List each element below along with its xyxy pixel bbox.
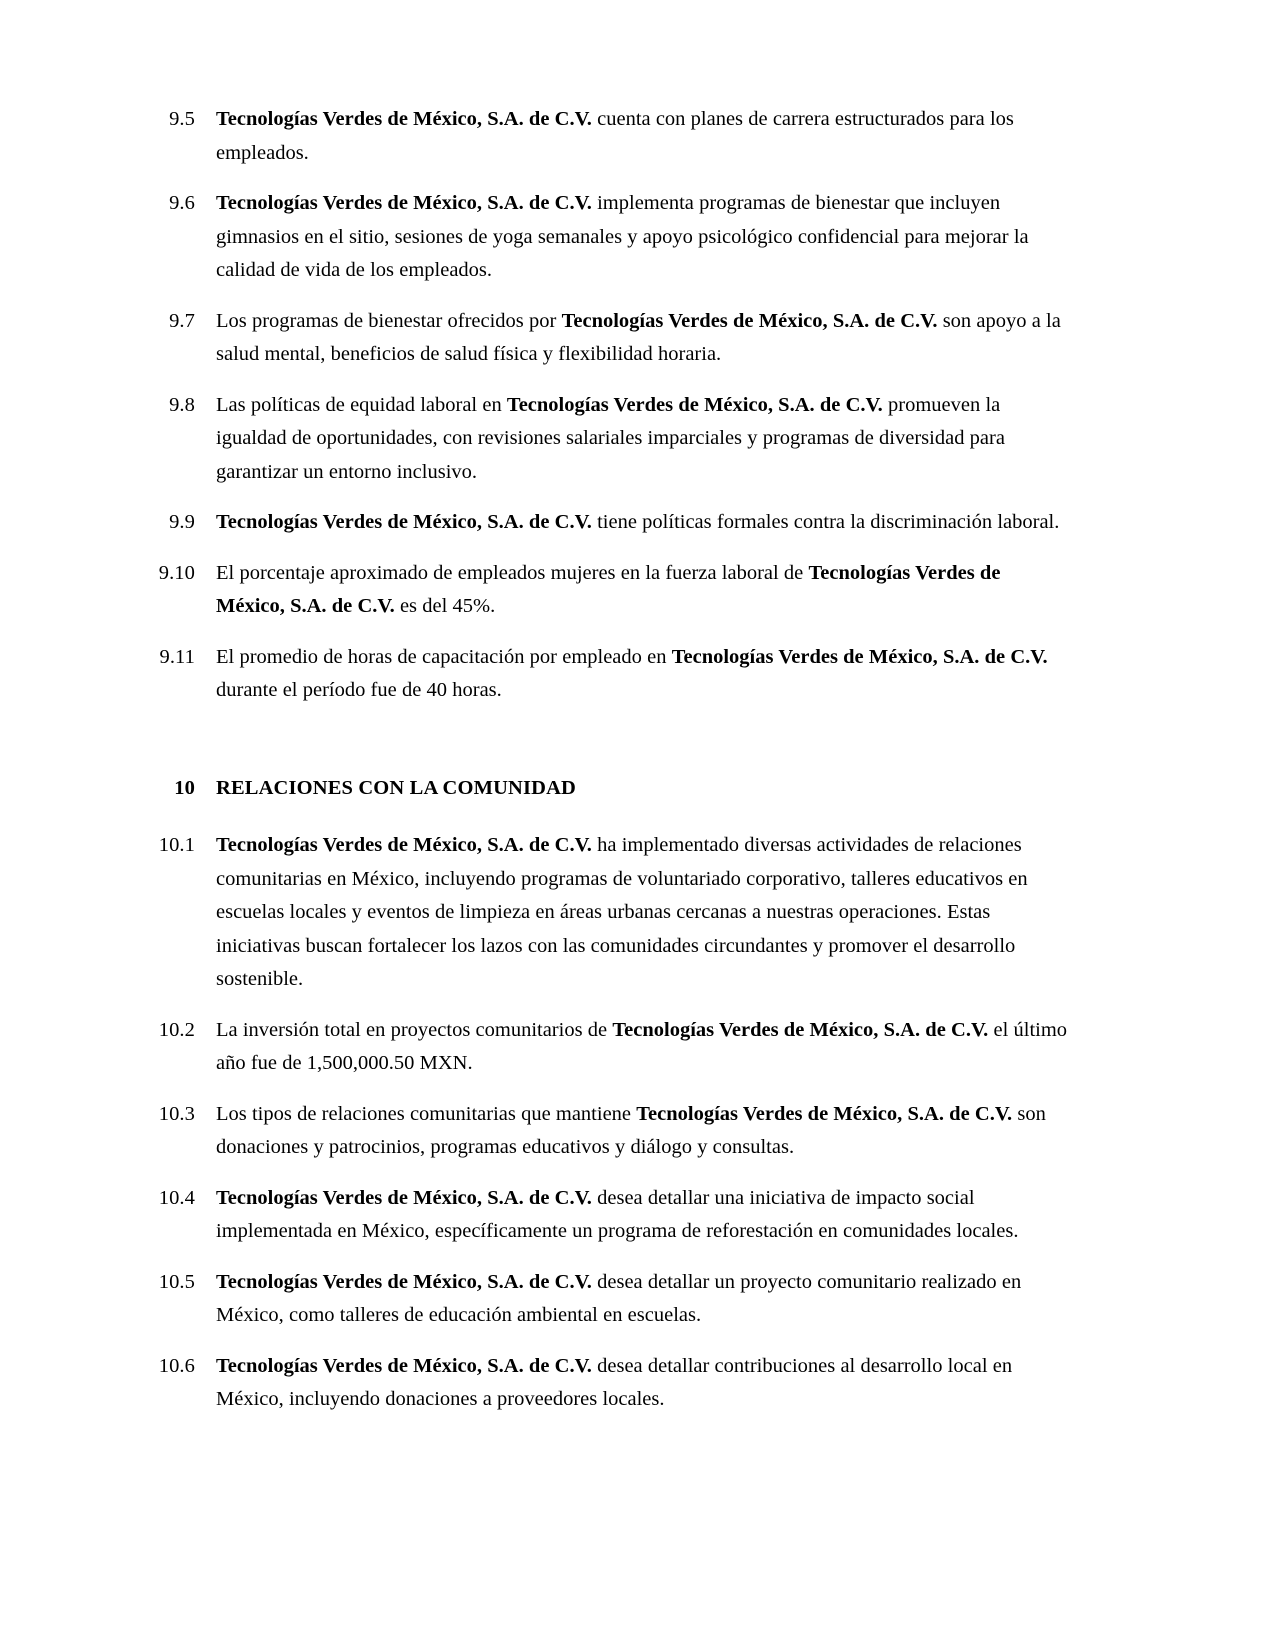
clause-list-section-9 <box>133 103 1073 708</box>
clause-number: 10.2 <box>158 1018 195 1041</box>
clause-row <box>133 1266 1073 1333</box>
clause-row <box>133 187 1073 288</box>
clause-number: 10.4 <box>158 1186 195 1209</box>
clause-row <box>133 1098 1073 1165</box>
clause-number: 9.9 <box>169 511 195 533</box>
clause-text: Los programas de bienestar ofrecidos por Tecnologías Verdes de México, S.A. de C.V. son apoyo a la salud mental, beneficios de salud física y flexibilidad horaria. <box>216 309 1061 365</box>
clause-number: 9.8 <box>169 393 195 416</box>
clause-text: El porcentaje aproximado de empleados mujeres en la fuerza laboral de Tecnologías Verdes de México, S.A. de C.V. es del 45%. <box>216 561 1001 617</box>
clause-text: Los tipos de relaciones comunitarias que mantiene Tecnologías Verdes de México, S.A. de C.V. son donaciones y patrocinios, programas educativos y diálogo y consultas. <box>216 1102 1046 1158</box>
clause-row <box>133 1182 1073 1249</box>
clause-row <box>133 103 1073 170</box>
clause-number: 9.5 <box>169 108 195 130</box>
clause-text: Tecnologías Verdes de México, S.A. de C.V. desea detallar una iniciativa de impacto social implementada en México, específicamente un programa de reforestación en comunidades locales. <box>216 1186 1019 1242</box>
clause-row <box>133 557 1073 624</box>
clause-row <box>133 1014 1073 1081</box>
document-content <box>133 103 1073 1434</box>
clause-number: 10.5 <box>158 1270 195 1293</box>
clause-row <box>133 829 1073 997</box>
clause-row <box>133 389 1073 490</box>
section-heading <box>133 772 1073 806</box>
clause-text: Tecnologías Verdes de México, S.A. de C.V. desea detallar un proyecto comunitario realizado en México, como talleres de educación ambiental en escuelas. <box>216 1270 1022 1326</box>
section-title: RELACIONES CON LA COMUNIDAD <box>216 776 576 799</box>
clause-number: 9.6 <box>169 192 195 214</box>
clause-number: 9.7 <box>169 309 195 332</box>
clause-text: La inversión total en proyectos comunitarios de Tecnologías Verdes de México, S.A. de C.V. el último año fue de 1,500,000.50 MXN. <box>216 1018 1068 1074</box>
clause-number: 10.3 <box>158 1102 195 1125</box>
clause-list-section-10 <box>133 829 1073 1417</box>
clause-number: 9.11 <box>159 645 195 668</box>
section-number: 10 <box>174 776 195 799</box>
clause-number: 10.6 <box>158 1354 195 1377</box>
clause-text: Tecnologías Verdes de México, S.A. de C.V. implementa programas de bienestar que incluyen gimnasios en el sitio, sesiones de yoga semanales y apoyo psicológico confidencial para mejorar la calidad de vida de los empleados. <box>216 192 1029 281</box>
clause-text: Tecnologías Verdes de México, S.A. de C.V. cuenta con planes de carrera estructurados para los empleados. <box>216 108 1014 164</box>
clause-text: El promedio de horas de capacitación por empleado en Tecnologías Verdes de México, S.A. de C.V. durante el período fue de 40 horas. <box>216 645 1048 701</box>
clause-text: Las políticas de equidad laboral en Tecnologías Verdes de México, S.A. de C.V. promueven la igualdad de oportunidades, con revisiones salariales imparciales y programas de diversidad para garantizar un entorno inclusivo. <box>216 393 1005 483</box>
clause-number: 9.10 <box>158 561 195 584</box>
clause-row <box>133 1350 1073 1417</box>
clause-text: Tecnologías Verdes de México, S.A. de C.V. desea detallar contribuciones al desarrollo local en México, incluyendo donaciones a proveedores locales. <box>216 1354 1013 1410</box>
clause-text: Tecnologías Verdes de México, S.A. de C.V. ha implementado diversas actividades de relaciones comunitarias en México, incluyendo programas de voluntariado corporativo, talleres educativos en escuelas locales y eventos de limpieza en áreas urbanas cercanas a nuestras operaciones. Estas iniciativas buscan fortalecer los lazos con las comunidades circundantes y promover el desarrollo sostenible. <box>216 834 1028 990</box>
clause-row <box>133 641 1073 708</box>
clause-number: 10.1 <box>158 834 195 856</box>
clause-row <box>133 305 1073 372</box>
clause-row <box>133 506 1073 540</box>
clause-text: Tecnologías Verdes de México, S.A. de C.V. tiene políticas formales contra la discriminación laboral. <box>216 511 1060 533</box>
